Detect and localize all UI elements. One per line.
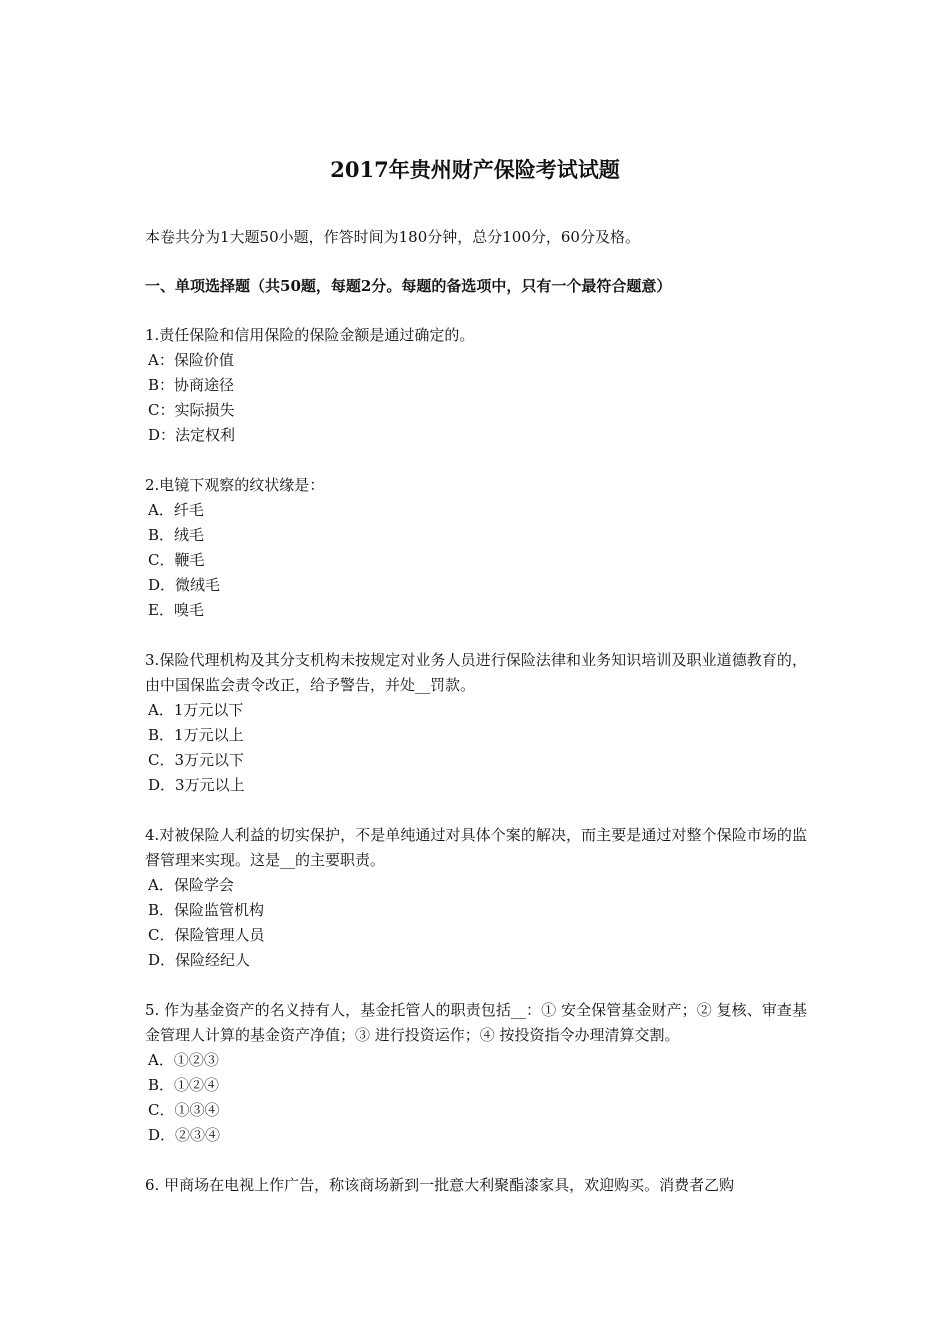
option-list	[145, 1048, 807, 1148]
option-a: A．纤毛	[148, 501, 204, 519]
option-d: D．②③④	[148, 1126, 221, 1144]
option-a: A．1万元以下	[148, 701, 244, 719]
question-6	[145, 1173, 807, 1198]
question-stem: 1.责任保险和信用保险的保险金额是通过确定的。	[145, 326, 475, 344]
option-d: D．3万元以上	[148, 776, 245, 794]
option-c: C．3万元以下	[148, 751, 245, 769]
question-stem: 3.保险代理机构及其分支机构未按规定对业务人员进行保险法律和业务知识培训及职业道德教育的，由中国保监会责令改正，给予警告，并处__罚款。	[145, 651, 807, 694]
option-list	[145, 873, 807, 973]
option-b: B：协商途径	[148, 376, 235, 394]
document-title: 2017年贵州财产保险考试试题	[330, 157, 620, 182]
option-list	[145, 348, 807, 448]
option-b: B．绒毛	[148, 526, 205, 544]
section-heading: 一、单项选择题（共50题，每题2分。每题的备选项中，只有一个最符合题意）	[145, 277, 672, 295]
option-d: D．微绒毛	[148, 576, 221, 594]
option-e: E．嗅毛	[148, 601, 204, 619]
option-b: B．1万元以上	[148, 726, 244, 744]
exam-intro: 本卷共分为1大题50小题，作答时间为180分钟，总分100分，60分及格。	[145, 228, 640, 246]
option-c: C．保险管理人员	[148, 926, 265, 944]
question-3	[145, 648, 807, 798]
question-4	[145, 823, 807, 973]
option-b: B．①②④	[148, 1076, 220, 1094]
option-c: C．①③④	[148, 1101, 220, 1119]
option-list	[145, 698, 807, 798]
question-1	[145, 323, 807, 448]
option-c: C：实际损失	[148, 401, 235, 419]
question-stem: 4.对被保险人利益的切实保护，不是单纯通过对具体个案的解决，而主要是通过对整个保险市场的监督管理来实现。这是__的主要职责。	[145, 826, 807, 869]
question-5	[145, 998, 807, 1148]
option-d: D．保险经纪人	[148, 951, 251, 969]
question-stem: 6. 甲商场在电视上作广告，称该商场新到一批意大利聚酯漆家具，欢迎购买。消费者乙购	[145, 1176, 735, 1194]
option-a: A．①②③	[148, 1051, 219, 1069]
option-list	[145, 498, 807, 623]
option-a: A．保险学会	[148, 876, 234, 894]
question-stem: 2.电镜下观察的纹状缘是：	[145, 476, 325, 494]
option-d: D：法定权利	[148, 426, 236, 444]
question-stem: 5. 作为基金资产的名义持有人，基金托管人的职责包括__：① 安全保管基金财产；② 复核、审查基金管理人计算的基金资产净值；③ 进行投资运作；④ 按投资指令办理清算交割。	[145, 1001, 807, 1044]
question-list	[145, 323, 807, 1223]
option-c: C．鞭毛	[148, 551, 205, 569]
question-2	[145, 473, 807, 623]
option-a: A：保险价值	[148, 351, 234, 369]
option-b: B．保险监管机构	[148, 901, 265, 919]
